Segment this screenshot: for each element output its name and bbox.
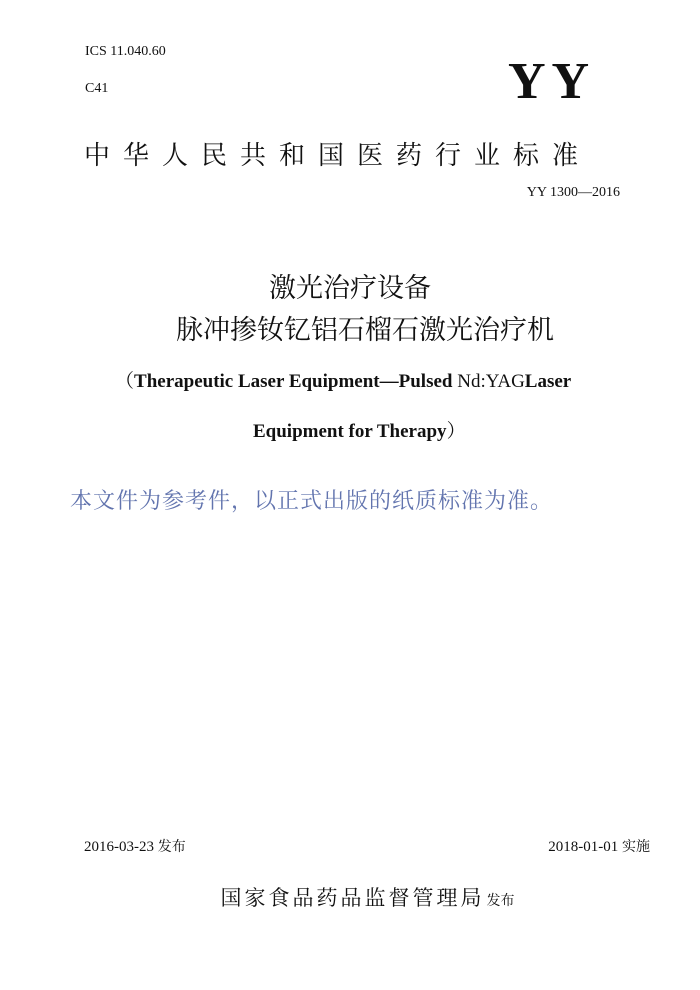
english-title-line1 xyxy=(115,366,571,393)
english-open-paren: （ xyxy=(115,371,135,392)
publish-date xyxy=(84,836,186,856)
standard-mark: YY xyxy=(508,53,596,110)
english-title-part4: Equipment for Therapy xyxy=(253,421,447,442)
issuer xyxy=(0,882,700,912)
english-title-part3: Laser xyxy=(524,371,572,392)
english-title-line2 xyxy=(253,416,466,443)
issuer-name: 国家食品药品监督管理局 xyxy=(220,886,485,910)
implement-label: 实施 xyxy=(622,839,650,855)
implement-date xyxy=(548,836,650,856)
standard-type-title: 中华人民共和国医药行业标准 xyxy=(84,141,592,171)
english-title-part1: Therapeutic Laser Equipment—Pulsed xyxy=(134,371,458,392)
publish-date-value: 2016-03-23 xyxy=(84,839,154,855)
document-title-line2: 脉冲掺钕钇铝石榴石激光治疗机 xyxy=(176,315,554,346)
issuer-suffix: 发布 xyxy=(486,893,515,909)
english-title-part2: Nd:YAG xyxy=(457,371,525,392)
document-title-line1: 激光治疗设备 xyxy=(269,273,431,304)
english-close-paren: ） xyxy=(446,421,466,442)
reference-watermark: 本文件为参考件，以正式出版的纸质标准为准。 xyxy=(70,489,554,514)
standard-number: YY 1300—2016 xyxy=(526,185,620,200)
publish-label: 发布 xyxy=(157,839,186,855)
implement-date-value: 2018-01-01 xyxy=(548,839,619,855)
ccs-code: C41 xyxy=(85,81,109,96)
ics-code: ICS 11.040.60 xyxy=(85,44,166,59)
